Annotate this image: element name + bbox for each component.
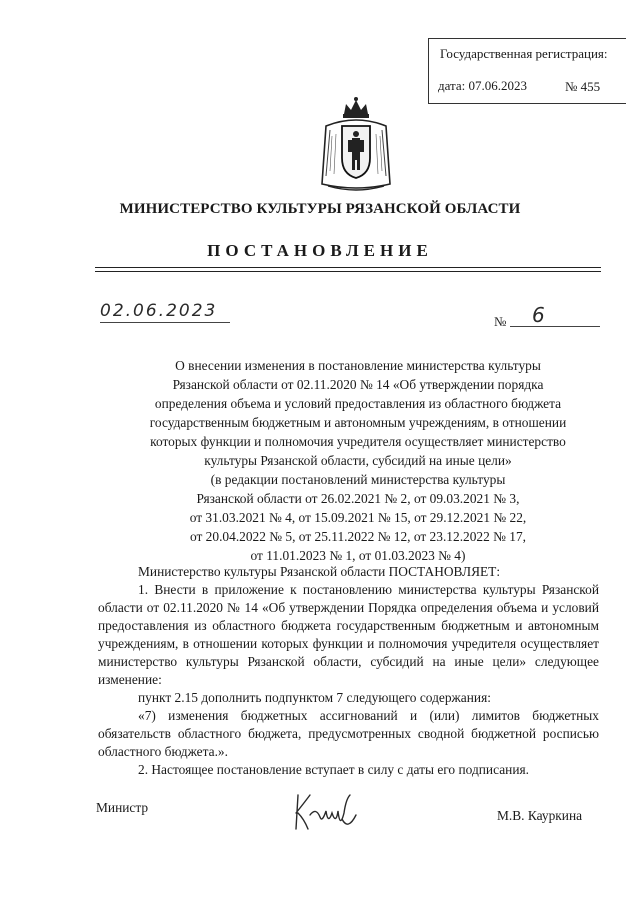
- subject-line: Рязанской области от 26.02.2021 № 2, от 09.03.2021 № 3,: [196, 491, 520, 506]
- body-item-2: 2. Настоящее постановление вступает в силу с даты его подписания.: [138, 762, 529, 777]
- body-intro: Министерство культуры Рязанской области ПОСТАНОВЛЯЕТ:: [138, 564, 501, 579]
- signer-role: Министр: [96, 800, 149, 815]
- date-underline: [100, 322, 230, 323]
- registration-title: Государственная регистрация:: [440, 46, 608, 61]
- handwritten-signature: [290, 785, 360, 835]
- subject-line: Рязанской области от 02.11.2020 № 14 «Об утверждении порядка: [172, 377, 544, 392]
- document-body: [98, 563, 599, 779]
- subject-line: О внесении изменения в постановление министерства культуры: [175, 358, 541, 373]
- ministry-title: МИНИСТЕРСТВО КУЛЬТУРЫ РЯЗАНСКОЙ ОБЛАСТИ: [119, 201, 521, 217]
- header-rule-thin: [95, 271, 601, 272]
- header-rule: [95, 267, 601, 268]
- body-item-1: 1. Внести в приложение к постановлению министерства культуры Рязанской области от 02.11.2020 № 14 «Об утверждении Порядка определения объема и условий предоставления из областного бюджета государственным бюджетным и автономным учреждениям, в отношении которых функции и полномочия учредителя осуществляет министерство культуры Рязанской области, субсидий на иные цели» следующее изменение:: [98, 582, 599, 687]
- document-number: 6: [532, 303, 547, 327]
- subject-line: которых функции и полномочия учредителя осуществляет министерство: [150, 434, 566, 449]
- subject-line: государственным бюджетным и автономным учреждениям, в отношении: [149, 415, 567, 430]
- subject-line: определения объема и условий предоставления из областного бюджета: [154, 396, 562, 411]
- document-subject: [90, 356, 626, 565]
- subject-line: от 11.01.2023 № 1, от 01.03.2023 № 4): [250, 548, 466, 563]
- number-underline: [510, 326, 600, 327]
- body-item-1-quote: «7) изменения бюджетных ассигнований и (или) лимитов бюджетных обязательств областного бюджета, предусмотренных сводной бюджетной росписью областного бюджета.».: [98, 708, 599, 759]
- subject-line: от 31.03.2021 № 4, от 15.09.2021 № 15, от 29.12.2021 № 22,: [189, 510, 527, 525]
- registration-number: № 455: [565, 79, 601, 94]
- document-date: 02.06.2023: [100, 301, 218, 321]
- document-type: ПОСТАНОВЛЕНИЕ: [207, 241, 433, 260]
- subject-line: от 20.04.2022 № 5, от 25.11.2022 № 12, от 23.12.2022 № 17,: [189, 529, 527, 544]
- body-item-1-sub: пункт 2.15 дополнить подпунктом 7 следующего содержания:: [138, 690, 491, 705]
- subject-line: (в редакции постановлений министерства культуры: [210, 472, 506, 487]
- signer-name: М.В. Кауркина: [497, 808, 583, 823]
- number-label: №: [494, 314, 507, 329]
- subject-line: культуры Рязанской области, субсидий на иные цели»: [204, 453, 512, 468]
- ryazan-coat-of-arms-icon: [316, 96, 396, 196]
- registration-date: дата: 07.06.2023: [438, 78, 528, 93]
